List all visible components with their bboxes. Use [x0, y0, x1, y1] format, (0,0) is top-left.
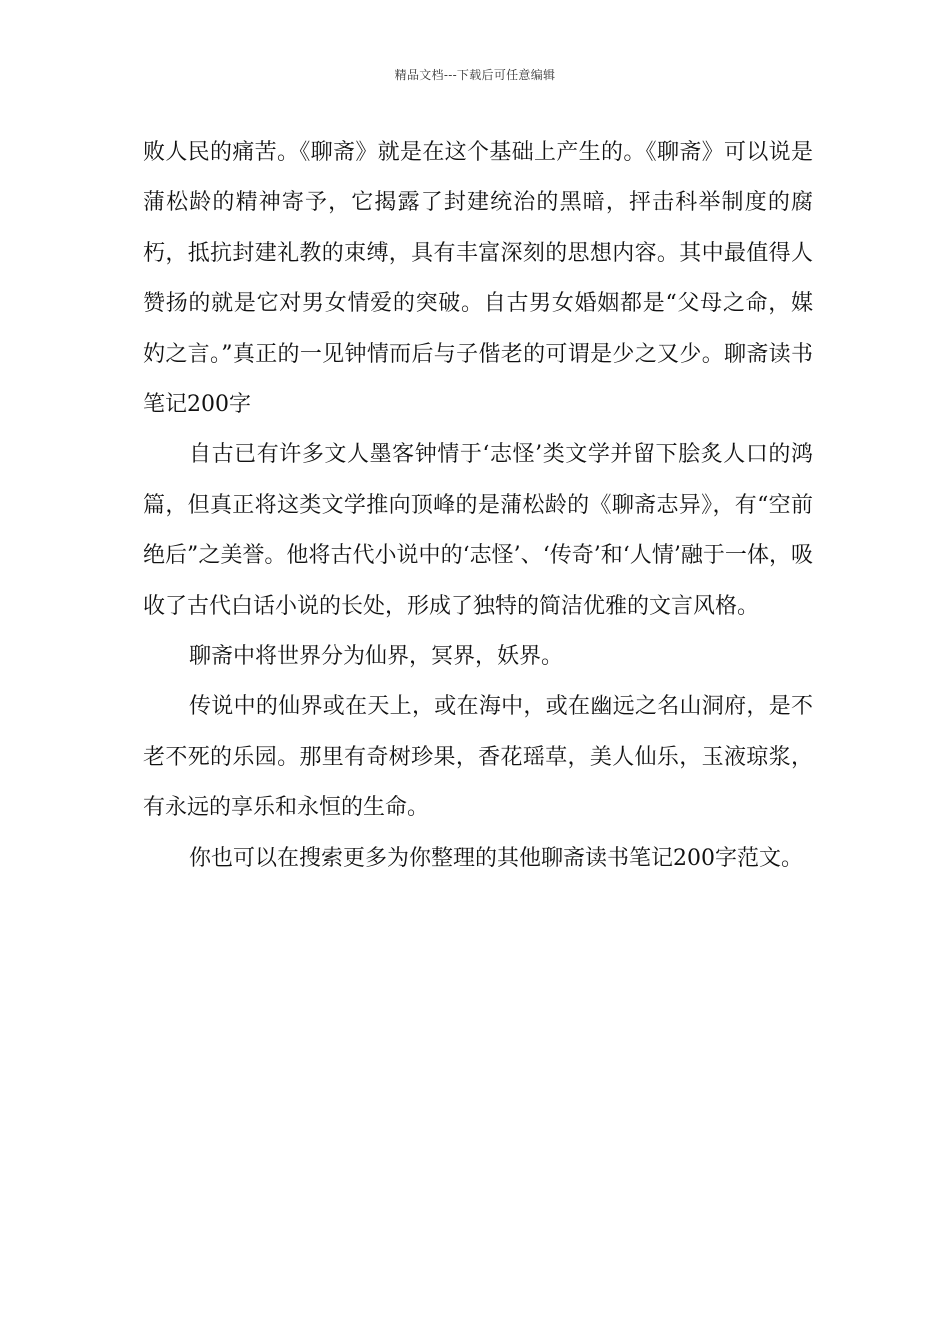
page-header: 精品文档---下载后可任意编辑	[394, 68, 556, 82]
paragraph-continuation: 败人民的痛苦。《聊斋》就是在这个基础上产生的。《聊斋》可以说是蒲松龄的精神寄予，它揭露了封建统治的黑暗，抨击科举制度的腐朽，抵抗封建礼教的束缚，具有丰富深刻的思想内容。其中最值得人赞扬的就是它对男女情爱的突破。自古男女婚姻都是“父母之命，媒妁之言。”真正的一见钟情而后与子偕老的可谓是少之又少。聊斋读书笔记200字	[143, 140, 813, 418]
paragraph-closing: 你也可以在搜索更多为你整理的其他聊斋读书笔记200字范文。	[189, 845, 803, 871]
document-body	[143, 128, 813, 884]
paragraph-three-realms: 聊斋中将世界分为仙界，冥界，妖界。	[189, 644, 564, 670]
paragraph-zhiguai: 自古已有许多文人墨客钟情于‘志怪’类文学并留下脍炙人口的鸿篇，但真正将这类文学推向顶峰的是蒲松龄的《聊斋志异》，有“空前绝后”之美誉。他将古代小说中的‘志怪’、‘传奇’和‘人情’融于一体，吸收了古代白话小说的长处，形成了独特的简洁优雅的文言风格。	[143, 442, 813, 619]
paragraph-immortal-realm: 传说中的仙界或在天上，或在海中，或在幽远之名山洞府，是不老不死的乐园。那里有奇树珍果，香花瑶草，美人仙乐，玉液琼浆，有永远的享乐和永恒的生命。	[143, 694, 813, 821]
